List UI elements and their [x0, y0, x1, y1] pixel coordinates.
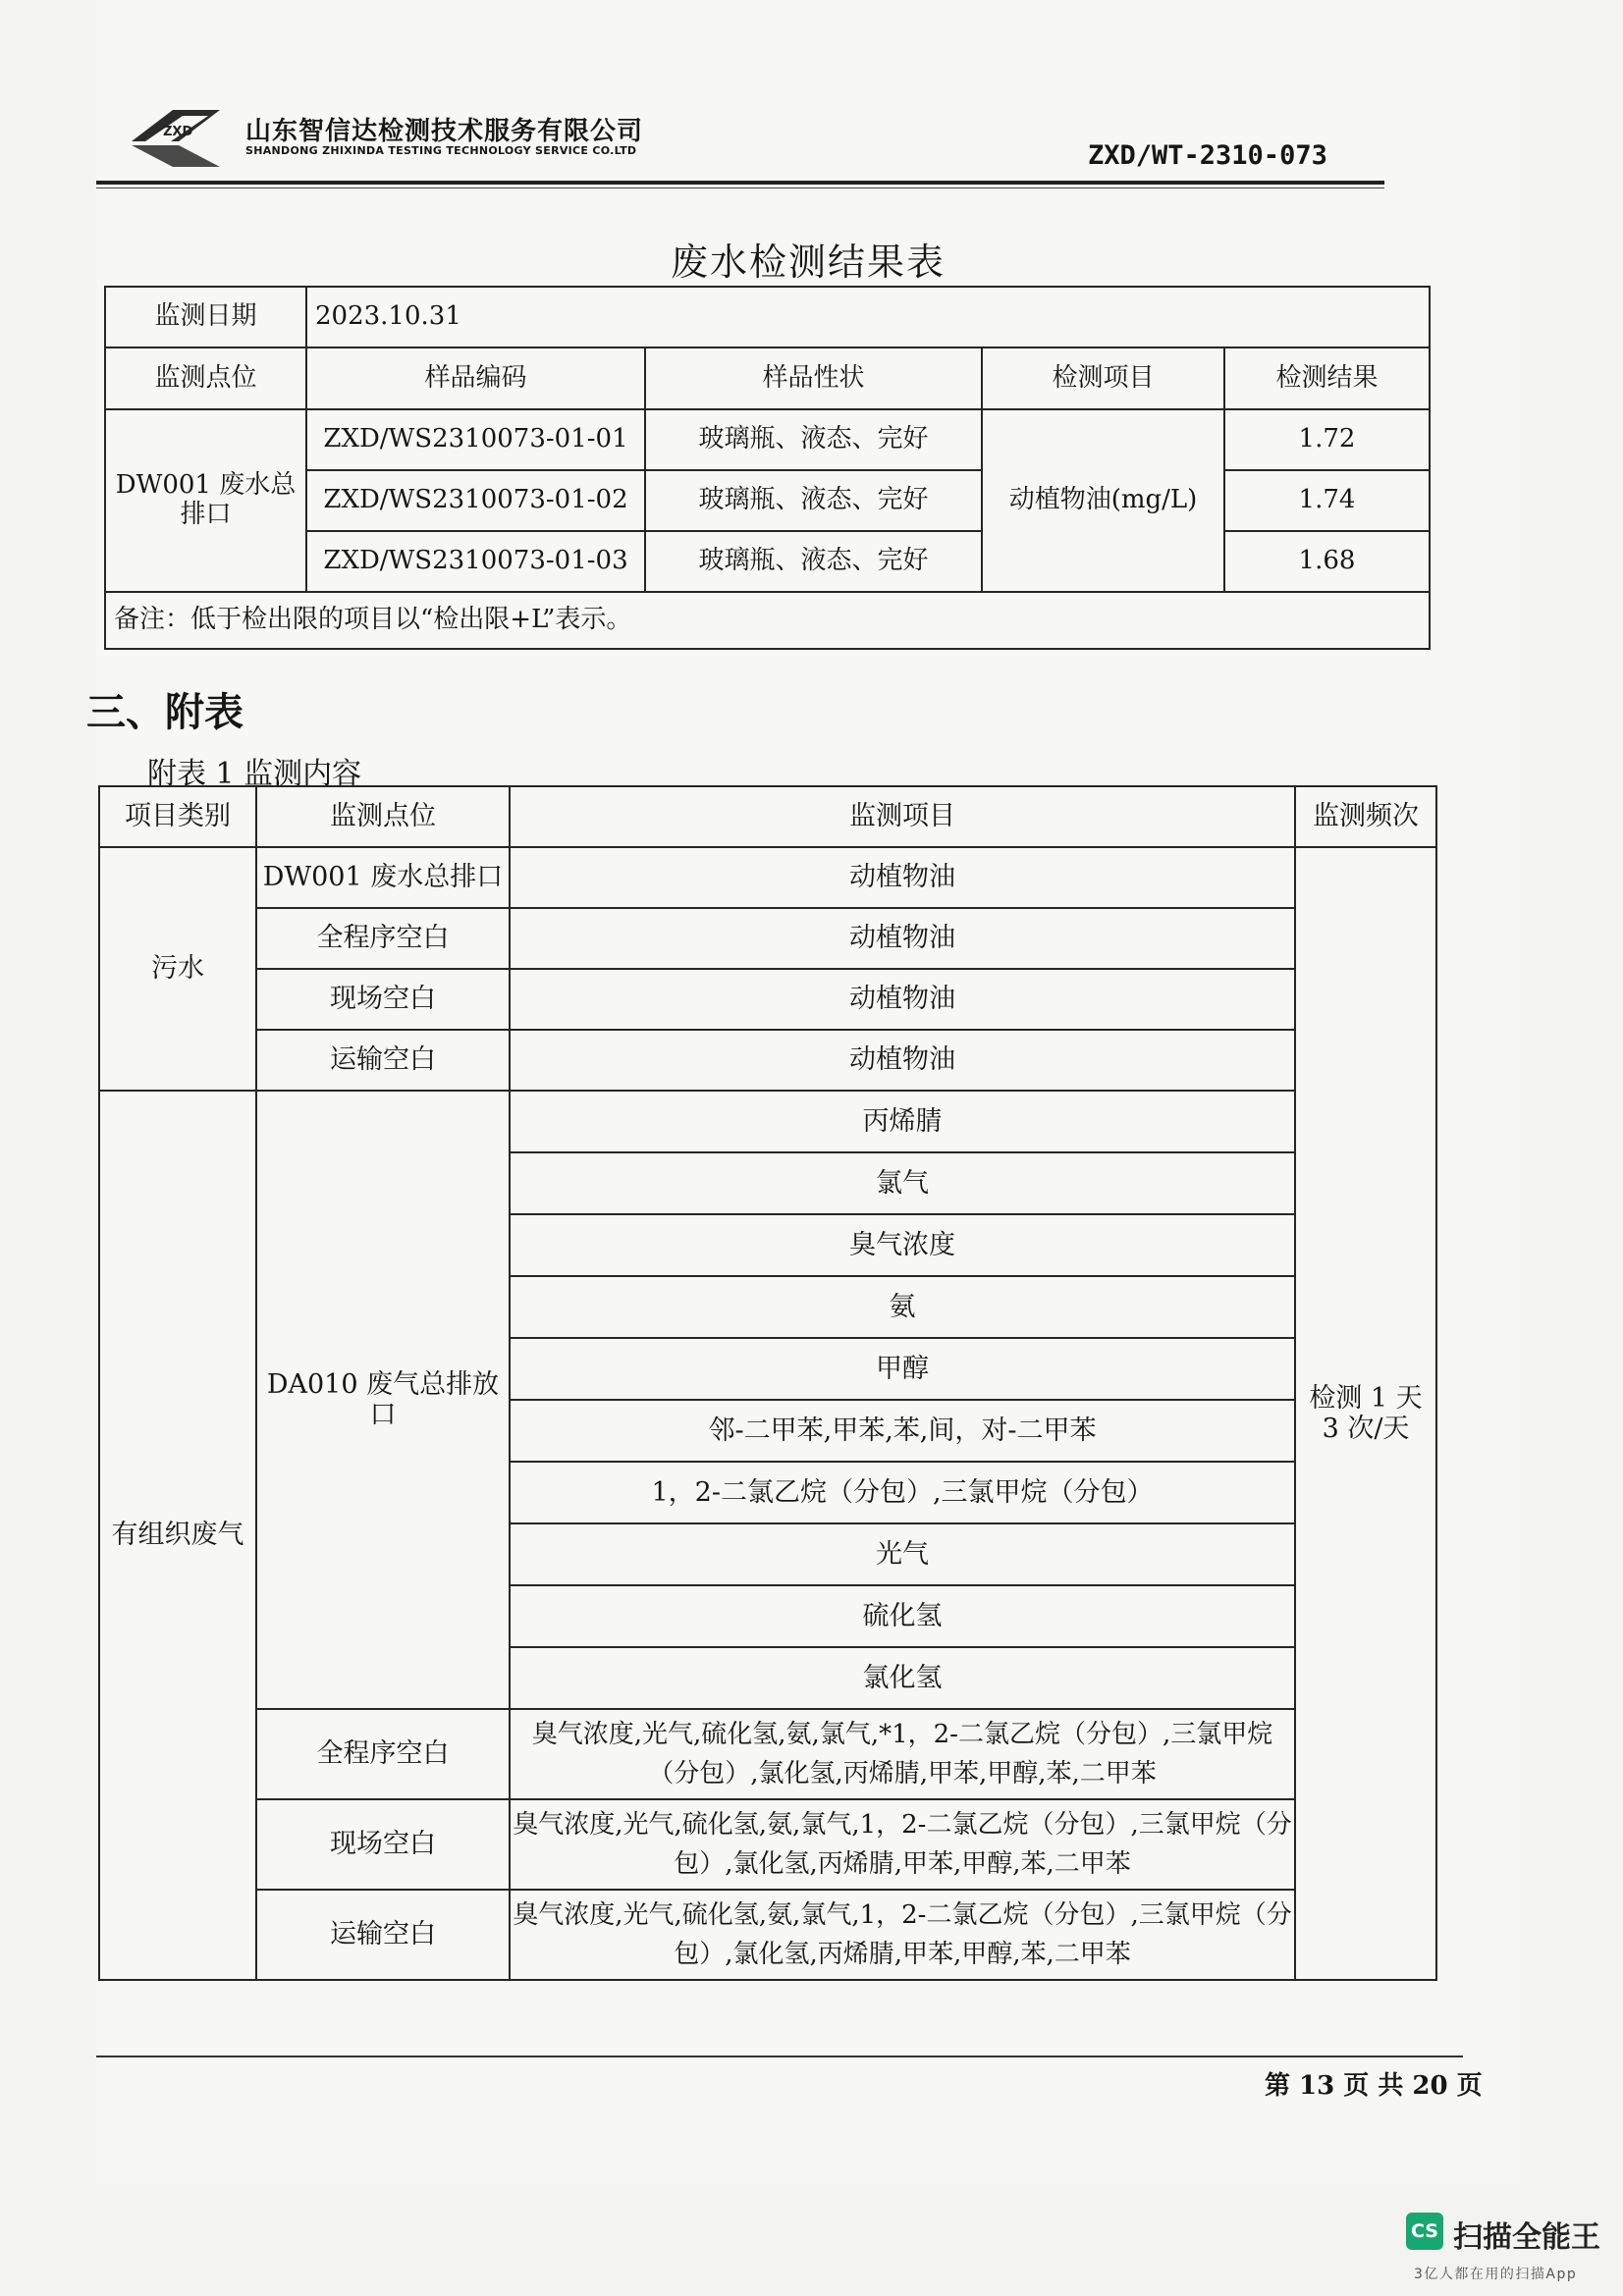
table-row: [99, 969, 1436, 1030]
monitoring-item: 甲醇: [510, 1338, 1295, 1400]
table-row: [99, 847, 1436, 908]
monitoring-item: 臭气浓度,光气,硫化氢,氨,氯气,1，2-二氯乙烷（分包）,三氯甲烷（分包）,氯化氢,丙烯腈,甲苯,甲醇,苯,二甲苯: [510, 1799, 1295, 1890]
header-divider: [96, 181, 1384, 185]
monitoring-point: 全程序空白: [256, 908, 510, 969]
monitoring-item: 动植物油: [510, 969, 1295, 1030]
logo-text: ZXD: [163, 125, 193, 139]
category-sewage: 污水: [99, 847, 256, 1091]
company-name-cn: 山东智信达检测技术服务有限公司: [245, 117, 644, 146]
camscanner-logo-icon: CS: [1406, 2213, 1443, 2250]
monitoring-item: 氨: [510, 1276, 1295, 1338]
monitoring-item: 丙烯腈: [510, 1091, 1295, 1152]
col-header: 监测项目: [510, 786, 1295, 847]
table-row: [105, 409, 1430, 470]
camscanner-name: 扫描全能王: [1453, 2220, 1600, 2255]
results-table: [104, 286, 1431, 650]
col-header: 项目类别: [99, 786, 256, 847]
date-value: 2023.10.31: [306, 287, 1430, 347]
category-exhaust-gas: 有组织废气: [99, 1091, 256, 1980]
monitoring-point: 现场空白: [256, 1799, 510, 1890]
monitoring-point: 现场空白: [256, 969, 510, 1030]
appendix-table-title: 附表 1 监测内容: [147, 757, 362, 791]
monitoring-point: 运输空白: [256, 1030, 510, 1091]
table-row: [99, 1799, 1436, 1890]
table-row: [99, 1030, 1436, 1091]
monitoring-item: 邻-二甲苯,甲苯,苯,间，对-二甲苯: [510, 1400, 1295, 1462]
document-number: ZXD/WT-2310-073: [1088, 140, 1327, 171]
monitoring-item: 臭气浓度: [510, 1214, 1295, 1276]
sample-code: ZXD/WS2310073-01-03: [306, 531, 645, 592]
monitoring-item: 硫化氢: [510, 1585, 1295, 1647]
monitoring-item: 动植物油: [510, 847, 1295, 908]
document-page: [86, 0, 1520, 2184]
company-name-en: SHANDONG ZHIXINDA TESTING TECHNOLOGY SERVICE CO.LTD: [245, 144, 637, 157]
test-result: 1.72: [1224, 409, 1430, 470]
sample-state: 玻璃瓶、液态、完好: [645, 409, 982, 470]
col-header: 监测频次: [1295, 786, 1436, 847]
results-header-row: [105, 347, 1430, 409]
monitoring-item: 动植物油: [510, 908, 1295, 969]
appendix-header-row: [99, 786, 1436, 847]
table-row: [99, 1890, 1436, 1980]
col-header: 监测点位: [256, 786, 510, 847]
monitoring-point: DW001 废水总排口: [256, 847, 510, 908]
sample-state: 玻璃瓶、液态、完好: [645, 470, 982, 531]
monitoring-item: 动植物油: [510, 1030, 1295, 1091]
results-note: 备注：低于检出限的项目以“检出限+L”表示。: [105, 592, 1430, 649]
col-header: 检测项目: [982, 347, 1224, 409]
monitoring-item: 1，2-二氯乙烷（分包）,三氯甲烷（分包）: [510, 1462, 1295, 1523]
header-divider-thin: [96, 187, 1384, 188]
table-row: [99, 1091, 1436, 1152]
sample-code: ZXD/WS2310073-01-02: [306, 470, 645, 531]
col-header: 检测结果: [1224, 347, 1430, 409]
test-result: 1.74: [1224, 470, 1430, 531]
col-header: 样品性状: [645, 347, 982, 409]
monitoring-item: 臭气浓度,光气,硫化氢,氨,氯气,*1，2-二氯乙烷（分包）,三氯甲烷（分包）,氯化氢,丙烯腈,甲苯,甲醇,苯,二甲苯: [510, 1709, 1295, 1799]
appendix-section-title: 三、附表: [86, 689, 243, 735]
monitoring-item: 光气: [510, 1523, 1295, 1585]
date-label: 监测日期: [105, 287, 306, 347]
col-header: 样品编码: [306, 347, 645, 409]
test-result: 1.68: [1224, 531, 1430, 592]
test-item: 动植物油(mg/L): [982, 409, 1224, 592]
monitoring-item: 氯化氢: [510, 1647, 1295, 1709]
monitoring-point: DW001 废水总排口: [105, 409, 306, 592]
camscanner-tagline: 3亿人都在用的扫描App: [1414, 2267, 1578, 2282]
col-header: 监测点位: [105, 347, 306, 409]
monitoring-item: 氯气: [510, 1152, 1295, 1214]
results-title: 废水检测结果表: [670, 240, 946, 284]
monitoring-item: 臭气浓度,光气,硫化氢,氨,氯气,1，2-二氯乙烷（分包）,三氯甲烷（分包）,氯化氢,丙烯腈,甲苯,甲醇,苯,二甲苯: [510, 1890, 1295, 1980]
table-row: [99, 908, 1436, 969]
page-number: 第 13 页 共 20 页: [1265, 2071, 1483, 2101]
monitoring-point: DA010 废气总排放口: [256, 1091, 510, 1709]
table-row: [99, 1709, 1436, 1799]
sample-code: ZXD/WS2310073-01-01: [306, 409, 645, 470]
monitoring-content-table: [98, 785, 1437, 1981]
monitoring-frequency: 检测 1 天 3 次/天: [1295, 847, 1436, 1980]
monitoring-point: 运输空白: [256, 1890, 510, 1980]
monitoring-point: 全程序空白: [256, 1709, 510, 1799]
footer-divider: [96, 2056, 1463, 2057]
sample-state: 玻璃瓶、液态、完好: [645, 531, 982, 592]
